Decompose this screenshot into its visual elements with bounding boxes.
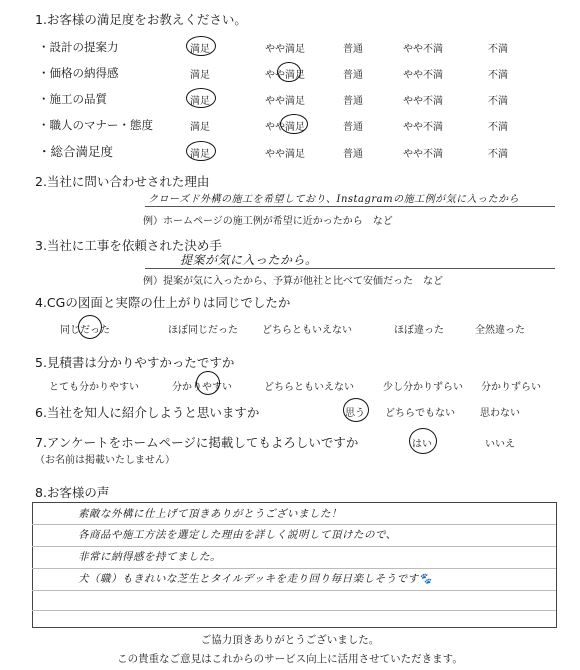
q1-row-label: ・価格の納得感 bbox=[38, 66, 119, 80]
ruled-line bbox=[32, 524, 556, 525]
q1-opt-somewhat-dissatisfied[interactable]: やや不満 bbox=[403, 70, 443, 81]
voice-line: 各商品や施工方法を選定した理由を詳しく説明して頂けたので、 bbox=[78, 529, 397, 541]
q4-opt-totally-different[interactable]: 全然違った bbox=[475, 325, 525, 336]
q3-example: 例）提案が気に入ったから、予算が他社と比べて安価だった など bbox=[143, 276, 443, 287]
q5-opt-easy[interactable]: 分かりやすい bbox=[172, 382, 232, 393]
selection-circle bbox=[343, 398, 369, 422]
q2-answer-line bbox=[145, 206, 555, 207]
q7-opt-yes[interactable]: はい bbox=[412, 439, 432, 450]
footer-thanks: ご協力頂きありがとうございました。 bbox=[200, 634, 380, 646]
q4-opt-almost-different[interactable]: ほぼ違った bbox=[394, 325, 444, 336]
q3-title: 3.当社に工事を依頼された決め手 bbox=[35, 238, 222, 253]
q1-opt-neutral[interactable]: 普通 bbox=[343, 44, 363, 55]
q5-opt-very-easy[interactable]: とても分かりやすい bbox=[49, 382, 139, 393]
q5-opt-hard[interactable]: 分かりずらい bbox=[481, 382, 541, 393]
q3-answer-line bbox=[145, 268, 555, 269]
q2-example: 例）ホームページの施工例が希望に近かったから など bbox=[143, 216, 393, 227]
q1-opt-dissatisfied[interactable]: 不満 bbox=[488, 149, 508, 160]
q1-opt-somewhat-satisfied[interactable]: やや満足 bbox=[265, 96, 305, 107]
q2-handwritten-answer: クローズド外構の施工を希望しており、Instagramの施工例が気に入ったから bbox=[148, 194, 520, 205]
q1-opt-somewhat-satisfied[interactable]: やや満足 bbox=[265, 44, 305, 55]
q1-title: 1.お客様の満足度をお教えください。 bbox=[35, 12, 247, 27]
ruled-line bbox=[32, 590, 556, 591]
selection-circle bbox=[186, 36, 216, 56]
q1-opt-somewhat-satisfied[interactable]: やや満足 bbox=[265, 122, 305, 133]
voice-line: 素敵な外構に仕上げて頂きありがとうございました！ bbox=[78, 508, 342, 520]
q4-opt-same[interactable]: 同じだった bbox=[60, 325, 110, 336]
ruled-line bbox=[32, 568, 556, 569]
q1-row-label: ・設計の提案力 bbox=[38, 40, 119, 54]
selection-circle bbox=[196, 371, 220, 395]
q4-title: 4.CGの図面と実際の仕上がりは同じでしたか bbox=[35, 295, 291, 310]
q1-opt-neutral[interactable]: 普通 bbox=[343, 70, 363, 81]
q7-title: 7.アンケートをホームページに掲載してもよろしいですか bbox=[35, 435, 359, 450]
q1-opt-somewhat-dissatisfied[interactable]: やや不満 bbox=[403, 122, 443, 133]
q6-opt-no[interactable]: 思わない bbox=[480, 408, 520, 419]
q1-opt-somewhat-dissatisfied[interactable]: やや不満 bbox=[403, 149, 443, 160]
q6-title: 6.当社を知人に紹介しようと思いますか bbox=[35, 405, 260, 420]
q1-row-label: ・総合満足度 bbox=[38, 144, 114, 159]
q1-opt-somewhat-dissatisfied[interactable]: やや不満 bbox=[403, 44, 443, 55]
selection-circle bbox=[409, 428, 437, 454]
q4-opt-almost-same[interactable]: ほぼ同じだった bbox=[168, 325, 238, 336]
q4-opt-neither[interactable]: どちらともいえない bbox=[262, 325, 352, 336]
q1-opt-satisfied[interactable]: 満足 bbox=[190, 149, 210, 160]
selection-circle bbox=[78, 315, 102, 339]
voice-line: 非常に納得感を持てました。 bbox=[78, 551, 221, 563]
footer-note: この貴重なご意見はこれからのサービス向上に活用させていただきます。 bbox=[117, 653, 463, 665]
q1-opt-somewhat-satisfied[interactable]: やや満足 bbox=[265, 149, 305, 160]
q1-row-label: ・施工の品質 bbox=[38, 92, 107, 106]
q1-opt-satisfied[interactable]: 満足 bbox=[190, 70, 210, 81]
q1-opt-neutral[interactable]: 普通 bbox=[343, 96, 363, 107]
q6-opt-neither[interactable]: どちらでもない bbox=[385, 408, 455, 419]
q5-title: 5.見積書は分かりやすかったですか bbox=[35, 355, 235, 370]
q1-row-label: ・職人のマナー・態度 bbox=[38, 118, 153, 132]
q2-title: 2.当社に問い合わせされた理由 bbox=[35, 174, 210, 189]
q1-opt-satisfied[interactable]: 満足 bbox=[190, 96, 210, 107]
ruled-line bbox=[32, 610, 556, 611]
q7-note: （お名前は掲載いたしません） bbox=[35, 455, 175, 466]
q1-opt-somewhat-satisfied[interactable]: やや満足 bbox=[265, 70, 305, 81]
q1-opt-neutral[interactable]: 普通 bbox=[343, 122, 363, 133]
q1-opt-dissatisfied[interactable]: 不満 bbox=[488, 96, 508, 107]
selection-circle bbox=[280, 114, 308, 134]
selection-circle bbox=[186, 88, 216, 108]
q1-opt-neutral[interactable]: 普通 bbox=[343, 149, 363, 160]
selection-circle bbox=[186, 141, 216, 161]
q1-opt-dissatisfied[interactable]: 不満 bbox=[488, 122, 508, 133]
q3-handwritten-answer: 提案が気に入ったから。 bbox=[180, 253, 318, 267]
q1-opt-somewhat-dissatisfied[interactable]: やや不満 bbox=[403, 96, 443, 107]
q5-opt-slightly-hard[interactable]: 少し分かりずらい bbox=[383, 382, 463, 393]
q1-opt-dissatisfied[interactable]: 不満 bbox=[488, 44, 508, 55]
q5-opt-neither[interactable]: どちらともいえない bbox=[264, 382, 354, 393]
q1-opt-satisfied[interactable]: 満足 bbox=[190, 122, 210, 133]
selection-circle bbox=[277, 62, 301, 82]
q6-opt-yes[interactable]: 思う bbox=[345, 408, 365, 419]
q1-opt-dissatisfied[interactable]: 不満 bbox=[488, 70, 508, 81]
ruled-line bbox=[32, 546, 556, 547]
q8-title: 8.お客様の声 bbox=[35, 485, 110, 500]
q7-opt-no[interactable]: いいえ bbox=[485, 439, 515, 450]
voice-line: 犬（職）もきれいな芝生とタイルデッキを走り回り毎日楽しそうです🐾 bbox=[78, 573, 433, 585]
q1-opt-satisfied[interactable]: 満足 bbox=[190, 44, 210, 55]
